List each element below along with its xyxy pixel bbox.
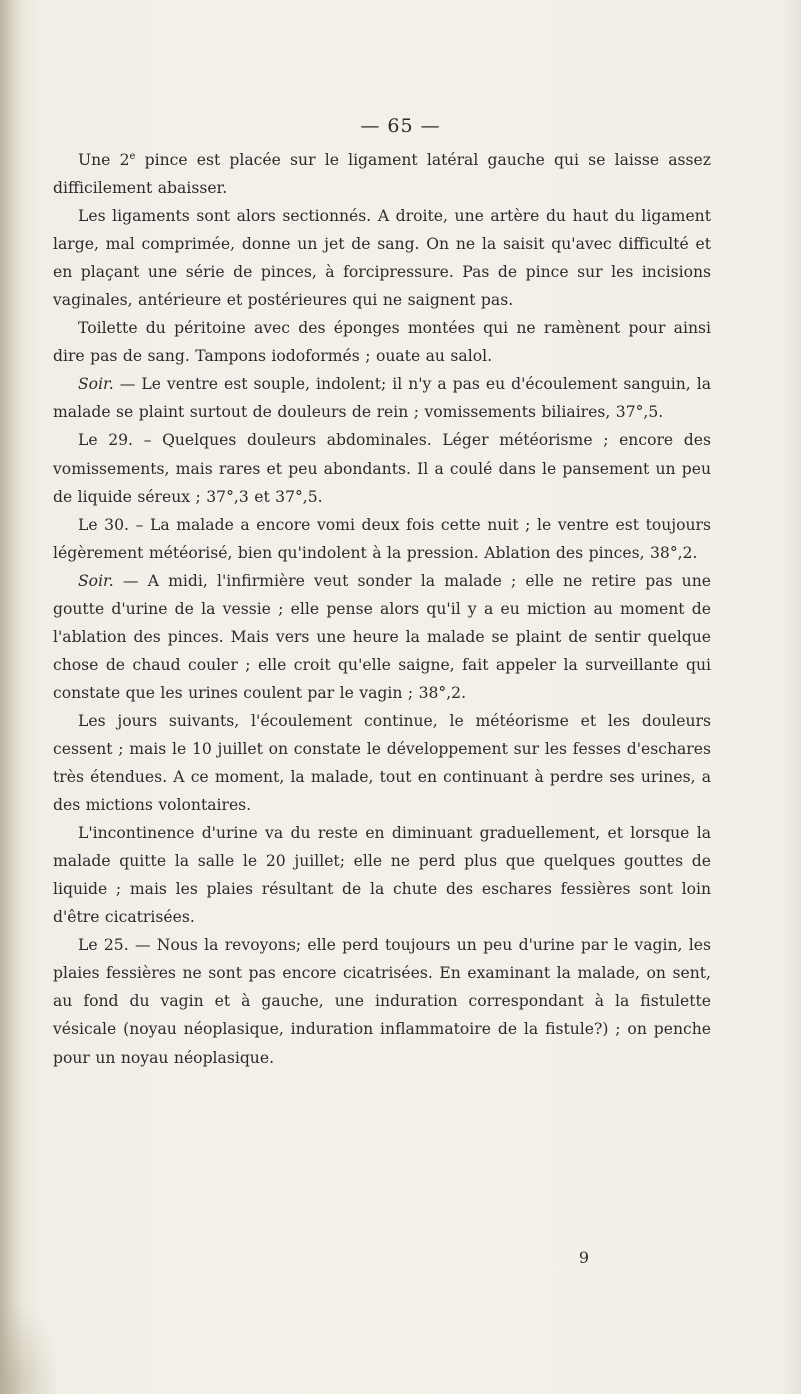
paragraph: Le 29. – Quelques douleurs abdominales. Léger météorisme ; encore des vomissements, mais rares et peu abondants. Il a coulé dans le pansement un peu de liquide séreux ; 37°,3 et 37°,5.: [53, 431, 711, 506]
paragraph: Les ligaments sont alors sectionnés. A droite, une artère du haut du ligament large, mal comprimée, donne un jet de sang. On ne la saisit qu'avec difficulté et en plaçant une série de pinces, à forcipressure. Pas de pince sur les incisions vaginales, antérieure et postérieures qui ne saignent pas.: [53, 207, 711, 310]
paragraph: Soir. — Le ventre est souple, indolent; il n'y a pas eu d'écoulement sanguin, la malade se plaint surtout de douleurs de rein ; vomissements biliaires, 37°,5.: [53, 375, 711, 422]
paragraph-lead: Soir.: [78, 375, 114, 394]
page-number: — 65 —: [360, 115, 441, 137]
paragraph-lead: Soir.: [78, 571, 114, 590]
paragraph: Une 2e pince est placée sur le ligament latéral gauche qui se laisse assez difficilement abaisser.: [53, 151, 712, 198]
paragraph: L'incontinence d'urine va du reste en diminuant graduellement, et lorsque la malade quitte la salle le 20 juillet; elle ne perd plus que quelques gouttes de liquide ; mais les plaies résultant de la chute des eschares fessières sont loin d'être cicatrisées.: [53, 824, 711, 927]
body-text: [53, 146, 711, 1072]
paper-stain: [0, 1300, 60, 1394]
binding-shadow: [0, 0, 22, 1394]
paragraph: Les jours suivants, l'écoulement continue, le météorisme et les douleurs cessent ; mais le 10 juillet on constate le développement sur les fesses d'eschares très étendues. A ce moment, la malade, tout en continuant à perdre ses urines, a des mictions volontaires.: [53, 711, 711, 815]
paragraph: Soir. — A midi, l'infirmière veut sonder la malade ; elle ne retire pas une goutte d'urine de la vessie ; elle pense alors qu'il y a eu miction au moment de l'ablation des pinces. Mais vers une heure la malade se plaint de sentir quelque chose de chaud couler ; elle croit qu'elle saigne, fait appeler la surveillante qui constate que les urines coulent par le vagin ; 38°,2.: [53, 571, 711, 702]
signature-mark: 9: [578, 1248, 589, 1267]
paragraph: Le 25. — Nous la revoyons; elle perd toujours un peu d'urine par le vagin, les plaies fessières ne sont pas encore cicatrisées. En examinant la malade, on sent, au fond du vagin et à gauche, une induration correspondant à la fistulette vésicale (noyau néoplasique, induration inflammatoire de la fistule?) ; on penche pour un noyau néoplasique.: [53, 936, 711, 1067]
paragraph: Toilette du péritoine avec des éponges montées qui ne ramènent pour ainsi dire pas de sang. Tampons iodoformés ; ouate au salol.: [53, 319, 711, 366]
paragraph: Le 30. – La malade a encore vomi deux fois cette nuit ; le ventre est toujours légèrement météorisé, bien qu'indolent à la pression. Ablation des pinces, 38°,2.: [53, 515, 711, 562]
